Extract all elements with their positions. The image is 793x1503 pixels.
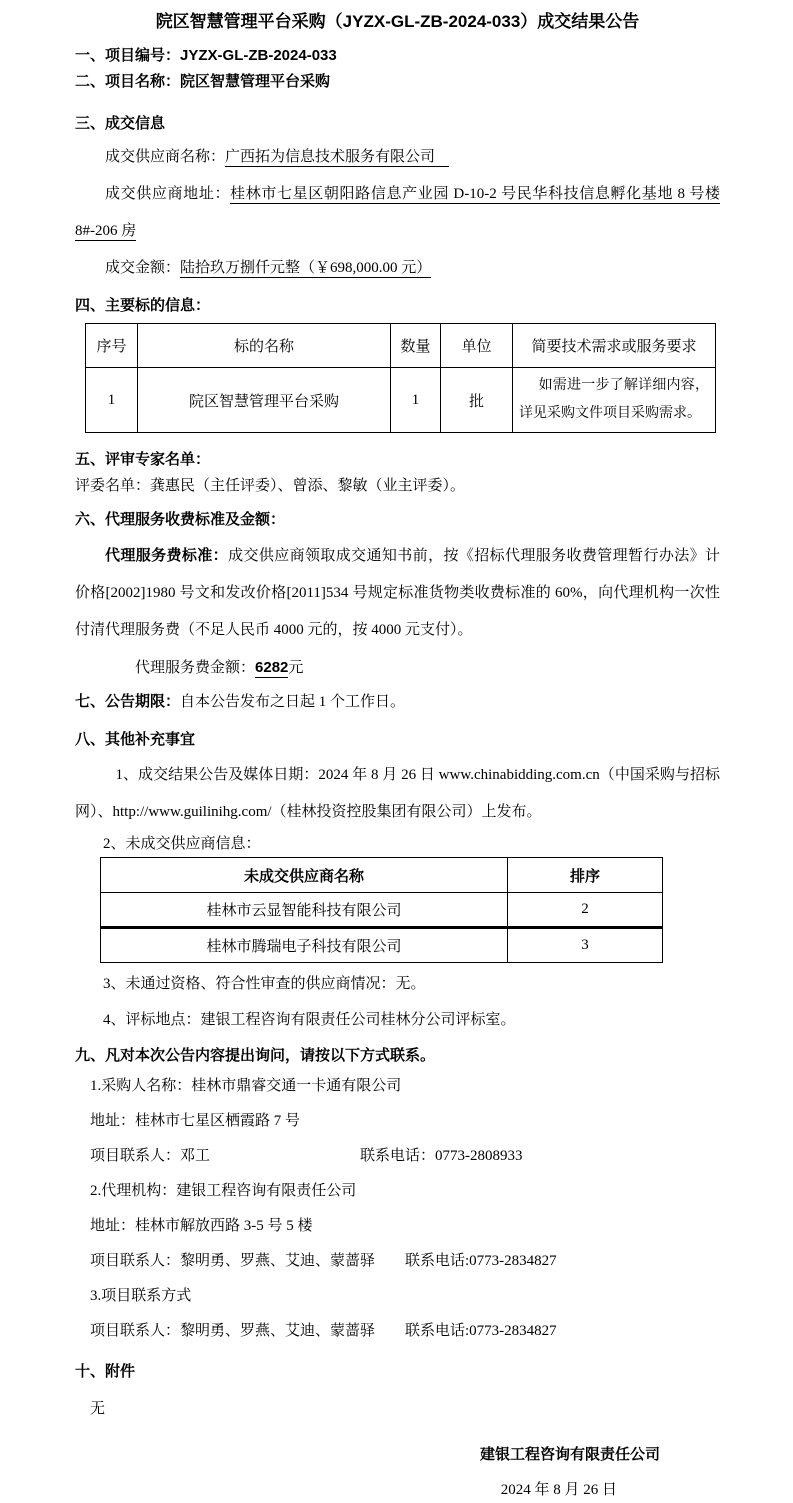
- col-header-item-name: 标的名称: [138, 324, 391, 368]
- unsuccessful-suppliers-header-row: [101, 858, 663, 893]
- supplier-name-label: 成交供应商名称：: [105, 149, 226, 165]
- cell-unit: 批: [441, 368, 513, 433]
- cell-requirements-text: 如需进一步了解详细内容，详见采购文件项目采购需求。: [519, 378, 709, 421]
- unsuccessful-suppliers-table: [100, 857, 663, 963]
- deal-amount-label: 成交金额：: [105, 260, 181, 276]
- agency-fee-heading: 六、代理服务收费标准及金额：: [75, 511, 286, 528]
- agency-fee-standard-text: 成交供应商领取成交通知书前，按《招标代理服务收费管理暂行办法》计价格[2002]1980 号文和发改价格[2011]534 号规定标准货物类收费标准的 60%，向代理机构一次性付清代理服务费（不足人民币 4000 元的，按 4000 元支付）。: [75, 548, 720, 638]
- deal-info-heading: 三、成交信息: [75, 115, 166, 132]
- supplier-address-value: 桂林市七星区朝阳路信息产业园 D-10-2 号民华科技信息孵化基地 8 号楼 8#-206 房: [75, 186, 720, 239]
- project-contact-title-line: 3.项目联系方式: [90, 1288, 192, 1304]
- col-header-rank: 排序: [508, 858, 663, 893]
- cell-requirements: [513, 368, 716, 433]
- purchaser-contact-person: 项目联系人：邓工: [90, 1148, 211, 1164]
- project-name-line: [75, 69, 720, 95]
- purchaser-contact-line: [75, 1139, 720, 1174]
- cell-supplier-name: 桂林市腾瑞电子科技有限公司: [101, 928, 508, 963]
- unsuccessful-supplier-row: [101, 928, 663, 963]
- announcement-media-paragraph: 1、成交结果公告及媒体日期：2024 年 8 月 26 日 www.chinabidding.com.cn（中国采购与招标网）、http://www.guilinihg.com/（桂林投资控股集团有限公司）上发布。: [75, 767, 720, 820]
- project-contact-phone: 联系电话:0773-2834827: [405, 1323, 557, 1339]
- agency-fee-amount-label: 代理服务费金额：: [135, 660, 256, 676]
- attachment-heading: 十、附件: [75, 1363, 136, 1380]
- agency-fee-standard-paragraph: [75, 537, 720, 649]
- project-number-value: JYZX-GL-ZB-2024-033: [180, 47, 337, 64]
- other-matters-heading: 八、其他补充事宜: [75, 731, 196, 748]
- agency-contact-line: [75, 1244, 720, 1279]
- col-header-requirements: 简要技术需求或服务要求: [513, 324, 716, 368]
- bid-info-heading: 四、主要标的信息：: [75, 297, 211, 314]
- expert-list-heading: 五、评审专家名单：: [75, 451, 211, 468]
- agency-fee-amount-value: 6282: [255, 659, 289, 676]
- purchaser-address-line: 地址：桂林市七星区栖霞路 7 号: [90, 1113, 301, 1129]
- project-name-value: 院区智慧管理平台采购: [180, 73, 331, 90]
- deal-amount-line: [75, 250, 720, 287]
- purchaser-name-line: 1.采购人名称：桂林市鼎睿交通一卡通有限公司: [90, 1078, 402, 1094]
- col-header-index: 序号: [86, 324, 138, 368]
- agency-fee-amount-unit: 元: [288, 660, 304, 676]
- cell-item-name: 院区智慧管理平台采购: [138, 368, 391, 433]
- col-header-unit: 单位: [441, 324, 513, 368]
- agency-contact-phone: 联系电话:0773-2834827: [405, 1253, 557, 1269]
- unsuccessful-suppliers-label: 2、未成交供应商信息：: [103, 836, 261, 852]
- project-name-label: 二、项目名称：: [75, 73, 181, 90]
- supplier-name-line: [75, 139, 720, 176]
- agency-name-line: 2.代理机构：建银工程咨询有限责任公司: [90, 1183, 357, 1199]
- notice-period-label: 七、公告期限：: [75, 693, 181, 710]
- cell-quantity: 1: [391, 368, 441, 433]
- col-header-supplier-name: 未成交供应商名称: [101, 858, 508, 893]
- document-footer: [75, 1442, 720, 1503]
- cell-index: 1: [86, 368, 138, 433]
- project-contact-person: 项目联系人：黎明勇、罗燕、艾迪、蒙蔷驿: [90, 1323, 376, 1339]
- cell-supplier-name: 桂林市云显智能科技有限公司: [101, 893, 508, 928]
- supplier-name-value: 广西拓为信息技术服务有限公司: [225, 149, 449, 167]
- supplier-address-label: 成交供应商地址：: [105, 186, 231, 202]
- deal-amount-value: 陆拾玖万捌仟元整（￥698,000.00 元）: [180, 260, 432, 276]
- bid-items-row: [86, 368, 716, 433]
- agency-fee-amount-line: [75, 649, 720, 687]
- agency-fee-standard-label: 代理服务费标准：: [105, 547, 229, 564]
- notice-period-text: 自本公告发布之日起 1 个工作日。: [180, 694, 406, 710]
- agency-address-line: 地址：桂林市解放西路 3-5 号 5 楼: [90, 1218, 313, 1234]
- bid-items-header-row: [86, 324, 716, 368]
- expert-list-text: 评委名单：龚惠民（主任评委）、曾添、黎敏（业主评委）。: [75, 478, 466, 494]
- notice-period-line: [75, 689, 720, 715]
- purchaser-contact-phone: 联系电话：0773-2808933: [360, 1148, 523, 1164]
- project-contact-line: [75, 1314, 720, 1349]
- attachment-none-text: 无: [90, 1401, 106, 1417]
- qualification-review-line: 3、未通过资格、符合性审查的供应商情况：无。: [103, 976, 426, 992]
- cell-rank: 2: [508, 893, 663, 928]
- cell-rank: 3: [508, 928, 663, 963]
- project-number-line: [75, 43, 720, 69]
- footer-company-name: 建银工程咨询有限责任公司: [479, 1446, 660, 1463]
- col-header-quantity: 数量: [391, 324, 441, 368]
- bid-items-table: [85, 323, 716, 433]
- document-title: 院区智慧管理平台采购（JYZX-GL-ZB-2024-033）成交结果公告: [155, 12, 640, 31]
- unsuccessful-supplier-row: [101, 893, 663, 928]
- supplier-address-line: [75, 176, 720, 250]
- agency-contact-person: 项目联系人：黎明勇、罗燕、艾迪、蒙蔷驿: [90, 1253, 376, 1269]
- project-number-label: 一、项目编号：: [75, 47, 181, 64]
- contact-heading: 九、凡对本次公告内容提出询问，请按以下方式联系。: [75, 1047, 436, 1064]
- footer-date: 2024 年 8 月 26 日: [500, 1482, 617, 1498]
- evaluation-location-line: 4、评标地点：建银工程咨询有限责任公司桂林分公司评标室。: [103, 1012, 516, 1028]
